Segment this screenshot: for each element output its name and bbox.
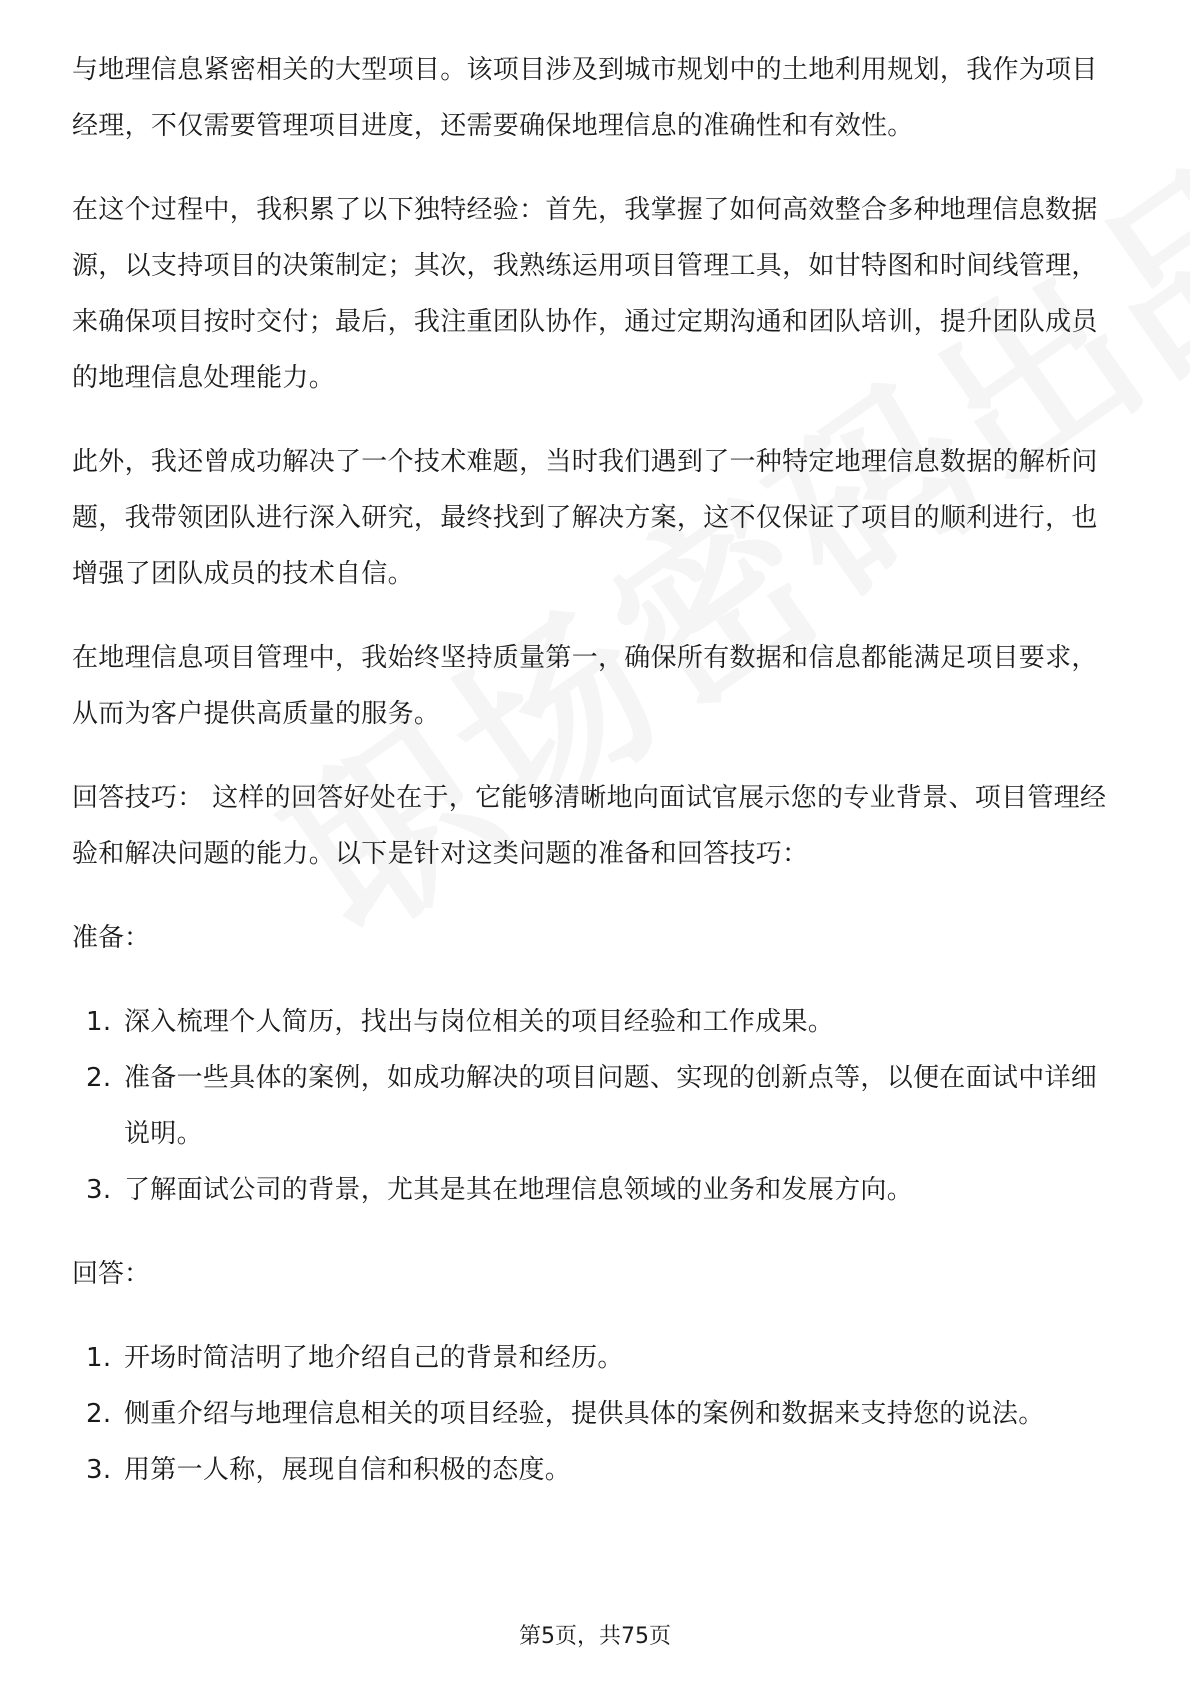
list-item-text: 准备一些具体的案例，如成功解决的项目问题、实现的创新点等，以便在面试中详细说明。 (124, 1063, 1098, 1149)
list-item-text: 用第一人称，展现自信和积极的态度。 (124, 1455, 572, 1485)
paragraph-quality: 在地理信息项目管理中，我始终坚持质量第一，确保所有数据和信息都能满足项目要求，从而为客户提供高质量的服务。 (72, 643, 1098, 729)
answer-heading: 回答： (72, 1259, 151, 1289)
list-item (72, 1386, 1122, 1442)
list-item-number: 2. (86, 1399, 112, 1429)
list-item (72, 994, 1122, 1050)
list-item-number: 3. (86, 1455, 112, 1485)
prep-heading: 准备： (72, 923, 151, 953)
document-body (72, 42, 1122, 1526)
list-item (72, 1162, 1122, 1218)
list-item-number: 2. (86, 1063, 112, 1093)
list-item-text: 了解面试公司的背景，尤其是其在地理信息领域的业务和发展方向。 (124, 1175, 914, 1205)
paragraph-project-intro: 与地理信息紧密相关的大型项目。该项目涉及到城市规划中的土地利用规划，我作为项目经理，不仅需要管理项目进度，还需要确保地理信息的准确性和有效性。 (72, 55, 1098, 141)
list-item (72, 1050, 1122, 1162)
paragraph-experience: 在这个过程中，我积累了以下独特经验：首先，我掌握了如何高效整合多种地理信息数据源，以支持项目的决策制定；其次，我熟练运用项目管理工具，如甘特图和时间线管理，来确保项目按时交付；最后，我注重团队协作，通过定期沟通和团队培训，提升团队成员的地理信息处理能力。 (72, 195, 1098, 393)
list-item-number: 1. (86, 1007, 112, 1037)
list-item-number: 1. (86, 1343, 112, 1373)
prep-list (72, 994, 1122, 1218)
list-item (72, 1330, 1122, 1386)
list-item-text: 侧重介绍与地理信息相关的项目经验，提供具体的案例和数据来支持您的说法。 (124, 1399, 1045, 1429)
page-number: 第5页，共75页 (519, 1624, 671, 1649)
paragraph-technical-problem: 此外，我还曾成功解决了一个技术难题，当时我们遇到了一种特定地理信息数据的解析问题，我带领团队进行深入研究，最终找到了解决方案，这不仅保证了项目的顺利进行，也增强了团队成员的技术自信。 (72, 447, 1098, 589)
answer-list (72, 1330, 1122, 1498)
paragraph-answer-tips: 回答技巧： 这样的回答好处在于，它能够清晰地向面试官展示您的专业背景、项目管理经验和解决问题的能力。以下是针对这类问题的准备和回答技巧： (72, 783, 1107, 869)
list-item (72, 1442, 1122, 1498)
list-item-text: 开场时简洁明了地介绍自己的背景和经历。 (124, 1343, 624, 1373)
list-item-number: 3. (86, 1175, 112, 1205)
list-item-text: 深入梳理个人简历，找出与岗位相关的项目经验和工作成果。 (124, 1007, 835, 1037)
